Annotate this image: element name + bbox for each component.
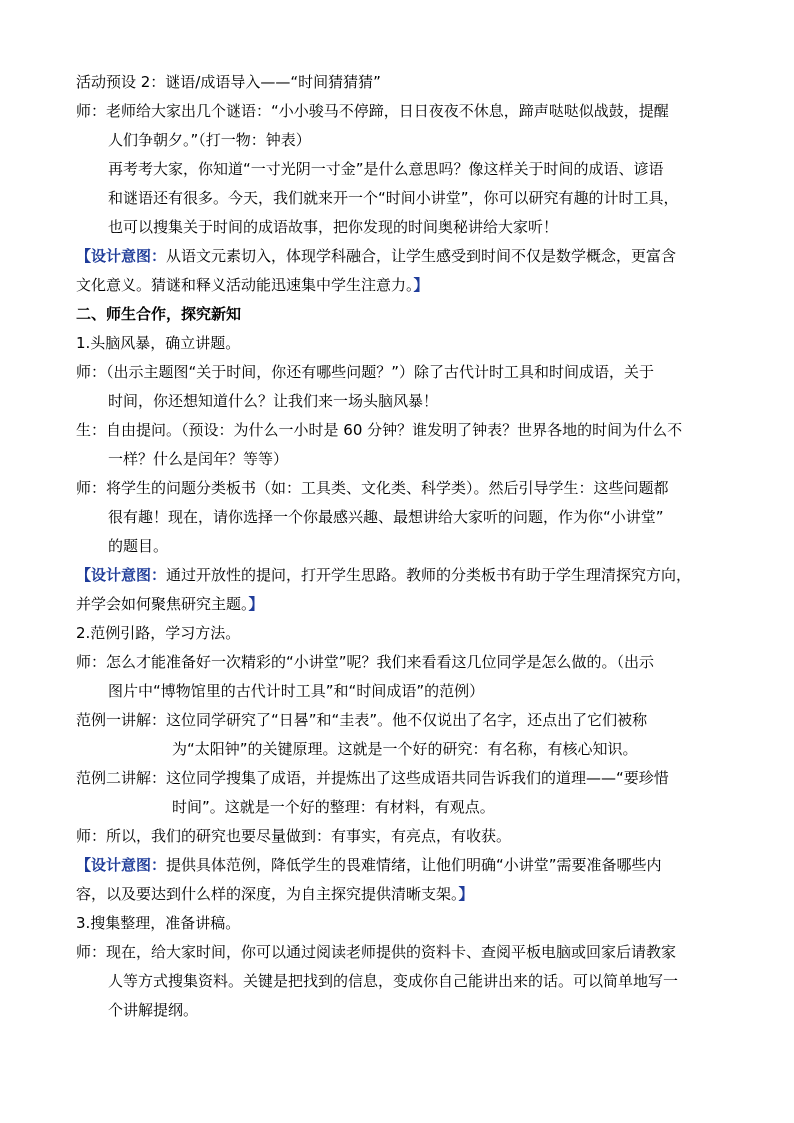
paragraph-student — [76, 416, 724, 474]
subsection-heading: 1.头脑风暴，确立讲题。 — [76, 334, 241, 352]
subsection-heading: 2.范例引路，学习方法。 — [76, 624, 241, 642]
text-line: 图片中“博物馆里的古代计时工具”和“时间成语”的范例） — [108, 682, 485, 700]
text-line: 人们争朝夕。”（打一物：钟表） — [108, 131, 311, 149]
design-intent-label: 【设计意图： — [76, 566, 167, 584]
text-line: 师：现在，给大家时间，你可以通过阅读老师提供的资料卡、查阅平板电脑或回家后请教家 — [76, 943, 677, 961]
paragraph-teacher — [76, 474, 724, 561]
section-heading: 二、师生合作，探究新知 — [76, 305, 242, 323]
text-line: 时间，你还想知道什么？让我们来一场头脑风暴！ — [108, 392, 439, 410]
text-line: 也可以搜集关于时间的成语故事，把你发现的时间奥秘讲给大家听！ — [108, 218, 559, 236]
text-line: 很有趣！现在，请你选择一个你最感兴趣、最想讲给大家听的问题，作为你“小讲堂” — [108, 508, 664, 526]
text-line: 时间”。这就是一个好的整理：有材料，有观点。 — [172, 798, 495, 816]
design-intent-3 — [76, 851, 724, 909]
document-body — [76, 68, 724, 1025]
text-line: 文化意义。猜谜和释义活动能迅速集中学生注意力。 — [76, 276, 414, 294]
text-line: 范例一讲解：这位同学研究了“日晷”和“圭表”。他不仅说出了名字，还点出了它们被称 — [76, 711, 648, 729]
design-intent-2 — [76, 561, 724, 619]
text-line: 师：怎么才能准备好一次精彩的“小讲堂”呢？我们来看看这几位同学是怎么做的。（出示 — [76, 653, 655, 671]
text-line: 容，以及要达到什么样的深度，为自主探究提供清晰支架。 — [76, 885, 459, 903]
paragraph-teacher — [76, 648, 724, 706]
design-intent-label: 【设计意图： — [76, 856, 167, 874]
paragraph-riddle — [76, 97, 724, 155]
text-line: 范例二讲解：这位同学搜集了成语，并提炼出了这些成语共同告诉我们的道理——“要珍惜 — [76, 769, 669, 787]
text-line: 一样？什么是闰年？等等） — [108, 450, 289, 468]
paragraph-example-1 — [76, 706, 724, 764]
paragraph-teacher: 师：所以，我们的研究也要尽量做到：有事实，有亮点，有收获。 — [76, 827, 512, 845]
text-line: 人等方式搜集资料。关键是把找到的信息，变成你自己能讲出来的话。可以简单地写一 — [108, 972, 679, 990]
paragraph-idiom-intro — [76, 155, 724, 242]
text-line: 为“太阳钟”的关键原理。这就是一个好的研究：有名称，有核心知识。 — [172, 740, 638, 758]
design-intent-close: 】 — [413, 276, 429, 294]
design-intent-close: 】 — [458, 885, 474, 903]
paragraph-teacher — [76, 358, 724, 416]
paragraph-example-2 — [76, 764, 724, 822]
text-line: 师：将学生的问题分类板书（如：工具类、文化类、科学类）。然后引导学生：这些问题都 — [76, 479, 669, 497]
text-line: 通过开放性的提问，打开学生思路。教师的分类板书有助于学生理清探究方向， — [166, 566, 692, 584]
text-line: 并学会如何聚焦研究主题。 — [76, 595, 249, 613]
text-line: 的题目。 — [108, 537, 169, 555]
activity-heading: 活动预设 2：谜语/成语导入——“时间猜猜猜” — [76, 73, 381, 91]
subsection-heading: 3.搜集整理，准备讲稿。 — [76, 914, 241, 932]
design-intent-close: 】 — [248, 595, 264, 613]
text-line: 和谜语还有很多。今天，我们就来开一个“时间小讲堂”，你可以研究有趣的计时工具， — [108, 189, 679, 207]
design-intent-1 — [76, 242, 724, 300]
text-line: 生：自由提问。（预设：为什么一小时是 60 分钟？谁发明了钟表？世界各地的时间为什么不 — [76, 421, 683, 439]
text-line: 提供具体范例，降低学生的畏难情绪，让他们明确“小讲堂”需要准备哪些内 — [166, 856, 662, 874]
text-line: 从语文元素切入，体现学科融合，让学生感受到时间不仅是数学概念，更富含 — [166, 247, 677, 265]
design-intent-label: 【设计意图： — [76, 247, 167, 265]
paragraph-teacher — [76, 938, 724, 1025]
text-line: 师：老师给大家出几个谜语：“小小骏马不停蹄，日日夜夜不休息，蹄声哒哒似战鼓，提醒 — [76, 102, 669, 120]
text-line: 个讲解提纲。 — [108, 1001, 199, 1019]
text-line: 师：（出示主题图“关于时间，你还有哪些问题？”）除了古代计时工具和时间成语，关于 — [76, 363, 655, 381]
text-line: 再考考大家，你知道“一寸光阴一寸金”是什么意思吗？像这样关于时间的成语、谚语 — [108, 160, 664, 178]
